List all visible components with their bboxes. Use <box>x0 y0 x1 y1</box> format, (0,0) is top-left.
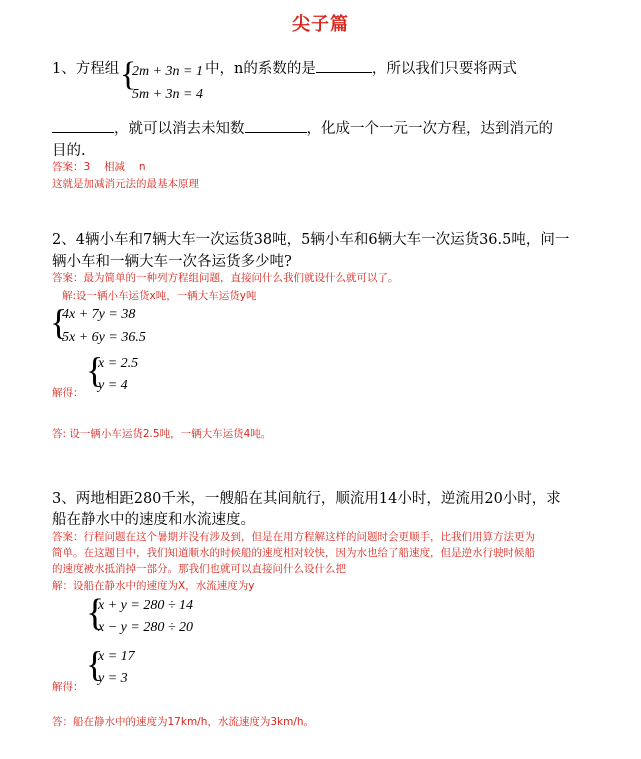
q1-mid: ，所以我们只要将两式 <box>371 61 517 77</box>
q1-line2-mid: ，就可以消去未知数 <box>114 121 245 137</box>
q2-system-brace: { <box>50 302 68 342</box>
q2-eq2: 5x + 6y = 36.5 <box>62 330 146 345</box>
q2-text-line1: 2、4辆小车和7辆大车一次运货38吨，5辆小车和6辆大车一次运货36.5吨，问一 <box>52 232 570 248</box>
q2-solve-label: 解得： <box>52 387 84 399</box>
q2-answer-intro: 答案：最为简单的一种列方程组问题，直接问什么我们就设什么就可以了。 <box>52 272 399 284</box>
q1-line2-end: ，化成一个一元一次方程，达到消元的 <box>306 121 553 137</box>
q2-sol2: y = 4 <box>98 378 128 393</box>
q3-sol1: x = 17 <box>98 649 135 664</box>
q2-eq1: 4x + 7y = 38 <box>62 307 136 322</box>
page-title: 尖子篇 <box>292 14 349 35</box>
q3-solution-brace: { <box>86 644 104 684</box>
q2-final-answer: 答: 设一辆小车运货2.5吨，一辆大车运货4吨。 <box>52 428 272 440</box>
q1-prefix: 1、方程组 <box>52 61 120 77</box>
q2-sol1: x = 2.5 <box>98 356 139 371</box>
q3-sol2: y = 3 <box>98 671 128 686</box>
q1-after-system: 中，n的系数的是 <box>205 61 316 77</box>
q1-system-brace: { <box>120 56 137 93</box>
q2-setup: 解:设一辆小车运货x吨，一辆大车运货y吨 <box>62 290 257 302</box>
q1-note: 这就是加减消元法的最基本原理 <box>52 178 199 190</box>
q3-answer-line2: 简单。在这题目中，我们知道顺水的时候船的速度相对较快，因为水也给了船速度，但是逆水行驶时候船 <box>52 547 535 559</box>
q1-question-line1 <box>205 57 517 78</box>
q1-line3: 目的. <box>52 143 86 159</box>
q3-setup: 解：设船在静水中的速度为X，水流速度为y <box>52 580 255 592</box>
q1-eq1: 2m + 3n = 1 <box>132 64 204 79</box>
q3-answer-line1: 答案：行程问题在这个暑期并没有涉及到，但是在用方程解这样的问题时会更顺手，比我们用算方法更为 <box>52 531 535 543</box>
q1-blank-2[interactable] <box>52 118 114 133</box>
q3-final-answer: 答：船在静水中的速度为17km/h，水流速度为3km/h。 <box>52 716 315 728</box>
q3-text-line1: 3、两地相距280千米，一艘船在其间航行，顺流用14小时，逆流用20小时，求 <box>52 491 561 507</box>
q2-text-line2: 辆小车和一辆大车一次各运货多少吨? <box>52 254 292 270</box>
q3-eq1: x + y = 280 ÷ 14 <box>98 598 194 613</box>
q1-eq2: 5m + 3n = 4 <box>132 87 204 102</box>
q1-blank-1[interactable] <box>316 58 372 73</box>
q1-blank-3[interactable] <box>245 118 307 133</box>
q3-text-line2: 船在静水中的速度和水流速度。 <box>52 512 255 528</box>
q3-answer-line3: 的速度被水抵消掉一部分。那我们也就可以直接问什么设什么把 <box>52 563 346 575</box>
q1-question-line2 <box>52 117 553 138</box>
q3-system-brace: { <box>86 592 105 634</box>
q3-eq2: x − y = 280 ÷ 20 <box>98 620 194 635</box>
q2-solution-brace: { <box>86 350 104 390</box>
q1-answer: 答案：3 相减 n <box>52 161 146 173</box>
q3-solve-label: 解得： <box>52 681 84 693</box>
